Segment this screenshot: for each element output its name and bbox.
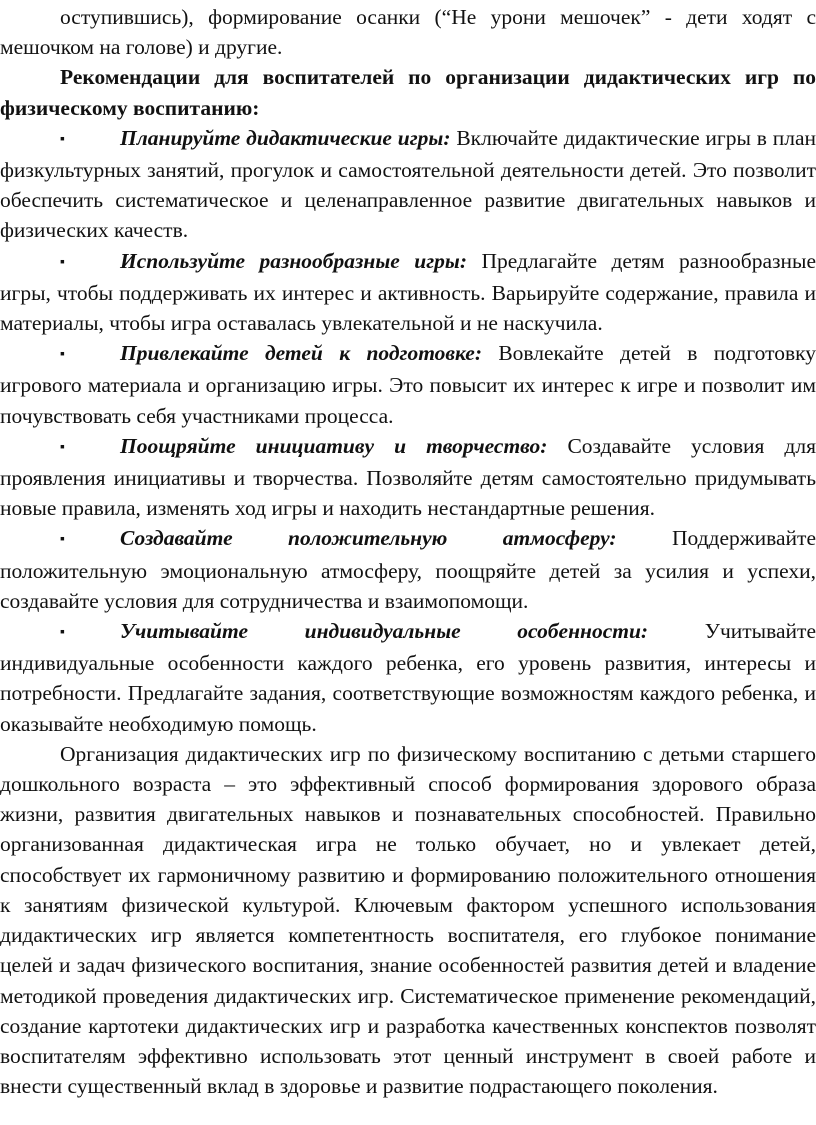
recommendation-lead: Поощряйте инициативу и творчество:	[120, 433, 548, 458]
recommendation-text: Создавайте условия для проявления инициативы и творчества. Позволяйте детям самостоятельно придумывать новые правила, изменять ход игры и находить нестандартные решения.	[0, 433, 816, 521]
recommendation-lead: Планируйте дидактические игры:	[120, 125, 451, 150]
recommendation-text: Учитывайте индивидуальные особенности каждого ребенка, его уровень развития, интересы и потребности. Предлагайте задания, соответствующие возможностям каждого ребенка, и оказывайте необходимую помощь.	[0, 619, 816, 736]
recommendation-item	[0, 431, 816, 524]
recommendation-lead: Создавайте положительную атмосферу:	[120, 526, 617, 551]
recommendations-heading: Рекомендации для воспитателей по организации дидактических игр по физическому воспитанию:	[0, 65, 816, 120]
recommendation-text: Предлагайте детям разнообразные игры, чтобы поддерживать их интерес и активность. Варьируйте содержание, правила и материалы, чтобы игра оставалась увлекательной и не наскучила.	[0, 248, 816, 336]
recommendation-text: Поддерживайте положительную эмоциональную атмосферу, поощряйте детей за усилия и успехи, создавайте условия для сотрудничества и взаимопомощи.	[0, 526, 816, 613]
recommendation-lead: Учитывайте индивидуальные особенности:	[120, 619, 649, 644]
square-bullet-icon: ▪	[60, 131, 65, 147]
recommendation-lead: Привлекайте детей к подготовке:	[120, 341, 482, 366]
recommendation-item	[0, 123, 816, 246]
square-bullet-icon: ▪	[60, 347, 65, 363]
recommendation-item	[0, 523, 816, 616]
recommendation-text: Включайте дидактические игры в план физкультурных занятий, прогулок и самостоятельной деятельности детей. Это позволит обеспечить систематическое и целенаправленное развитие двигательных навыков и физических качеств.	[0, 125, 816, 243]
continuation-paragraph: оступившись), формирование осанки (“Не урони мешочек” - дети ходят с мешочком на голове) и другие.	[0, 5, 816, 60]
square-bullet-icon: ▪	[60, 532, 65, 548]
square-bullet-icon: ▪	[60, 625, 65, 641]
square-bullet-icon: ▪	[60, 439, 65, 455]
conclusion-paragraph: Организация дидактических игр по физическому воспитанию с детьми старшего дошкольного возраста – это эффективный способ формирования здорового образа жизни, развития двигательных навыков и познавательных способностей. Правильно организованная дидактическая игра не только обучает, но и увлекает детей, способствует их гармоничному развитию и формированию положительного отношения к занятиям физической культурой. Ключевым фактором успешного использования дидактических игр является компетентность воспитателя, его глубокое понимание целей и задач физического воспитания, знание особенностей развития детей и владение методикой проведения дидактических игр. Систематическое применение рекомендаций, создание картотеки дидактических игр и разработка качественных конспектов позволят воспитателям эффективно использовать этот ценный инструмент в своей работе и внести существенный вклад в здоровье и развитие подрастающего поколения.	[0, 741, 816, 1099]
recommendation-item	[0, 338, 816, 431]
recommendation-text: Вовлекайте детей в подготовку игрового материала и организацию игры. Это повысит их интерес к игре и позволит им почувствовать себя участниками процесса.	[0, 341, 816, 428]
recommendation-item	[0, 246, 816, 339]
recommendation-lead: Используйте разнообразные игры:	[120, 248, 467, 273]
recommendation-item	[0, 616, 816, 739]
square-bullet-icon: ▪	[60, 254, 65, 270]
